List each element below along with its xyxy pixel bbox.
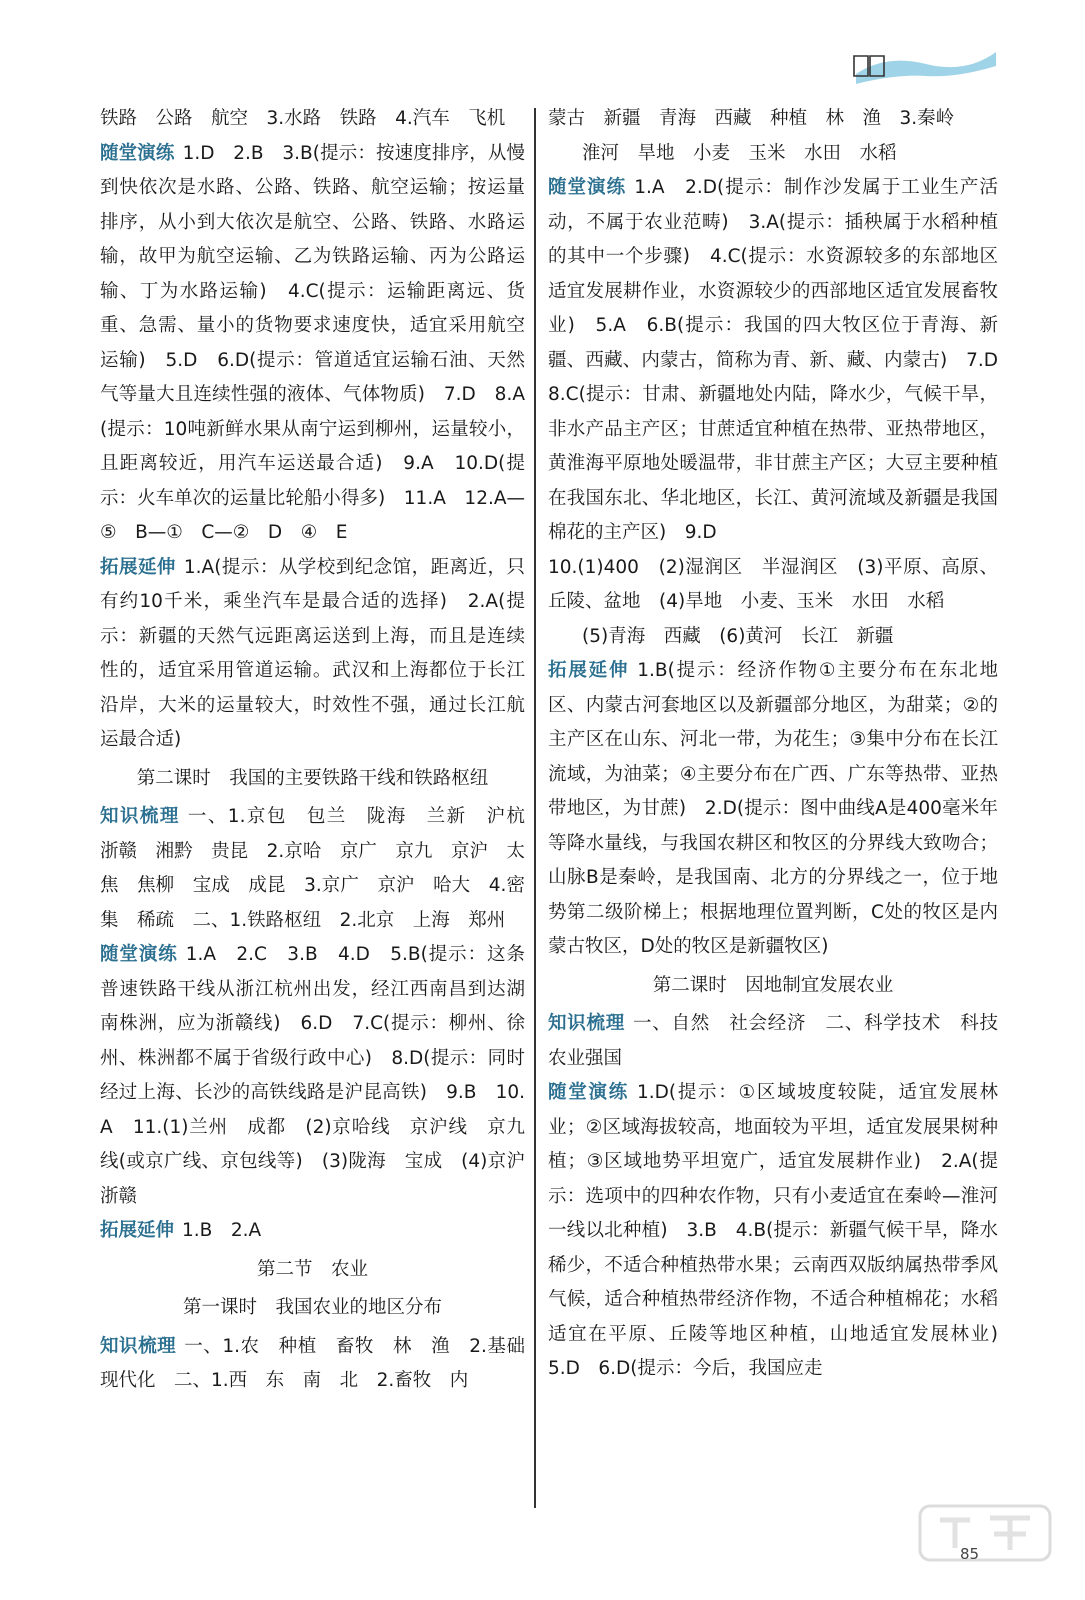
text-line: 蒙古 新疆 青海 西藏 种植 林 渔 3.秦岭 bbox=[548, 108, 955, 129]
section-text: 1.B(提示：经济作物①主要分布在东北地区、内蒙古河套地区以及新疆部分地区，为甜菜；②的主产区在山东、河北一带，为花生；③集中分布在长江流域，为油菜；④主要分布在广西、广东等热带、亚热带地区，为甘蔗) 2.D(提示：图中曲线A是400毫米年等降水量线，与我国农耕区和牧区的分界线大致吻合；山脉B是秦岭，是我国南、北方的分界线之一，位于地势第二级阶梯上；根据地理位置判断，C处的牧区是内蒙古牧区，D处的牧区是新疆牧区) bbox=[548, 660, 998, 957]
lesson-heading: 第二课时 我国的主要铁路干线和铁路枢纽 bbox=[136, 767, 489, 789]
section-label: 拓展延伸 bbox=[100, 1220, 175, 1241]
text-line: 淮河 旱地 小麦 玉米 水田 水稻 bbox=[582, 142, 897, 164]
section-text: 1.A 2.D(提示：制作沙发属于工业生产活动，不属于农业范畴) 3.A(提示：插秧属于水稻种植的其中一个步骤) 4.C(提示：水资源较多的东部地区适宜发展耕作业，水资源较少的西部地区适宜发展畜牧业) 5.A 6.B(提示：我国的四大牧区位于青海、新疆、西藏、内蒙古，简称为青、新、藏、内蒙古) 7.D 8.C(提示：甘肃、新疆地处内陆，降水少，气候干旱，非水产品主产区；甘蔗适宜种植在热带、亚热带地区，黄淮海平原地处暖温带，非甘蔗主产区；大豆主要种植在我国东北、华北地区，长江、黄河流域及新疆是我国棉花的主产区) 9.D bbox=[548, 177, 1017, 543]
answer-section bbox=[100, 800, 544, 938]
section-label: 知识梳理 bbox=[548, 1013, 625, 1034]
section-label: 知识梳理 bbox=[100, 806, 180, 827]
answer-section bbox=[548, 1007, 1017, 1076]
section-label: 拓展延伸 bbox=[100, 556, 176, 578]
answer-section bbox=[100, 137, 525, 551]
header-wave-decoration bbox=[846, 44, 996, 94]
section-text: 1.D(提示：①区域坡度较陡，适宜发展林业；②区域海拔较高，地面较为平坦，适宜发展果树种植；③区域地势平坦宽广，适宜发展耕作业) 2.A(提示：选项中的四种农作物，只有小麦适宜在秦岭—淮河一线以北种植) 3.B 4.B(提示：新疆气候干旱，降水稀少，不适合种植热带水果；云南西双版纳属热带季风气候，适合种植热带经济作物，不适合种植棉花；水稻适宜在平原、丘陵等地区种植，山地适宜发展林业) 5.D 6.D(提示：今后，我国应走 bbox=[548, 1082, 1017, 1379]
section-text: 1.A 2.C 3.B 4.D 5.B(提示：这条普速铁路干线从浙江杭州出发，经江西南昌到达湖南株洲，应为浙赣线) 6.D 7.C(提示：柳州、徐州、株洲都不属于省级行政中心) 8.D(提示：同时经过上海、长沙的高铁线路是沪昆高铁) 9.B 10.A 11.(1)兰州 成都 (2)京哈线 京沪线 京九线(或京广线、京包线等) (3)陇海 宝成 (4)京沪 浙赣 bbox=[100, 944, 544, 1207]
lesson-heading: 第一课时 我国农业的地区分布 bbox=[182, 1297, 442, 1318]
section-label: 知识梳理 bbox=[100, 1335, 177, 1357]
section-text: 1.D 2.B 3.B(提示：按速度排序，从慢到快依次是水路、公路、铁路、航空运输；按运量排序，从小到大依次是航空、公路、铁路、水路运输，故甲为航空运输、乙为铁路运输、丙为公路运输、丁为水路运输) 4.C(提示：运输距离远、货重、急需、量小的货物要求速度快，适宜采用航空运输) 5.D 6.D(提示：管道适宜运输石油、天然气等量大且连续性强的液体、气体物质) 7.D 8.A(提示：10吨新鲜水果从南宁运到柳州，运量较小，且距离较近，用汽车运送最合适) 9.A 10.D(提示：火车单次的运量比轮船小得多) 11.A 12.A—⑤ B—① C—② D ④ E bbox=[100, 142, 525, 543]
page-number: 85 bbox=[960, 1545, 980, 1563]
answer-section bbox=[548, 171, 1017, 551]
section-text: 一、1.农 种植 畜牧 林 渔 2.基础 现代化 二、1.西 东 南 北 2.畜牧 内 bbox=[100, 1335, 544, 1391]
watermark-logo bbox=[910, 1500, 1060, 1590]
answer-section bbox=[548, 1076, 1017, 1387]
right-column bbox=[548, 102, 1017, 1387]
section-label: 随堂演练 bbox=[100, 142, 175, 164]
answer-section bbox=[100, 938, 544, 1214]
text-line: 铁路 公路 航空 3.水路 铁路 4.汽车 飞机 bbox=[100, 108, 506, 129]
section-text: 一、1.京包 包兰 陇海 兰新 沪杭 浙赣 湘黔 贵昆 2.京哈 京广 京九 京沪 太焦 焦柳 宝成 成昆 3.京广 京沪 哈大 4.密集 稀疏 二、1.铁路枢纽 2.北京 上海 郑州 bbox=[100, 806, 544, 931]
text-line: 10.(1)400 (2)湿润区 半湿润区 (3)平原、高原、丘陵、盆地 (4)旱地 小麦、玉米 水田 水稻 bbox=[548, 556, 998, 612]
section-text: 一、自然 社会经济 二、科学技术 科技 农业强国 bbox=[548, 1013, 1017, 1069]
text-line: (5)青海 西藏 (6)黄河 长江 新疆 bbox=[582, 625, 894, 647]
section-label: 拓展延伸 bbox=[548, 660, 630, 681]
section-heading: 第二节 农业 bbox=[256, 1258, 368, 1280]
section-label: 随堂演练 bbox=[548, 1082, 629, 1103]
left-column bbox=[100, 102, 544, 1399]
lesson-heading: 第二课时 因地制宜发展农业 bbox=[652, 974, 894, 996]
answer-section bbox=[100, 1214, 525, 1249]
section-label: 随堂演练 bbox=[548, 177, 627, 198]
answer-section bbox=[100, 551, 525, 758]
section-text: 1.B 2.A bbox=[182, 1220, 262, 1241]
section-label: 随堂演练 bbox=[100, 944, 178, 965]
answer-section bbox=[100, 1330, 544, 1399]
section-text: 1.A(提示：从学校到纪念馆，距离近，只有约10千米，乘坐汽车是最合适的选择) 2.A(提示：新疆的天然气远距离运送到上海，而且是连续性的，适宜采用管道运输。武汉和上海都位于长江沿岸，大米的运量较大，时效性不强，通过长江航运最合适) bbox=[100, 556, 525, 750]
answer-section bbox=[548, 654, 998, 965]
